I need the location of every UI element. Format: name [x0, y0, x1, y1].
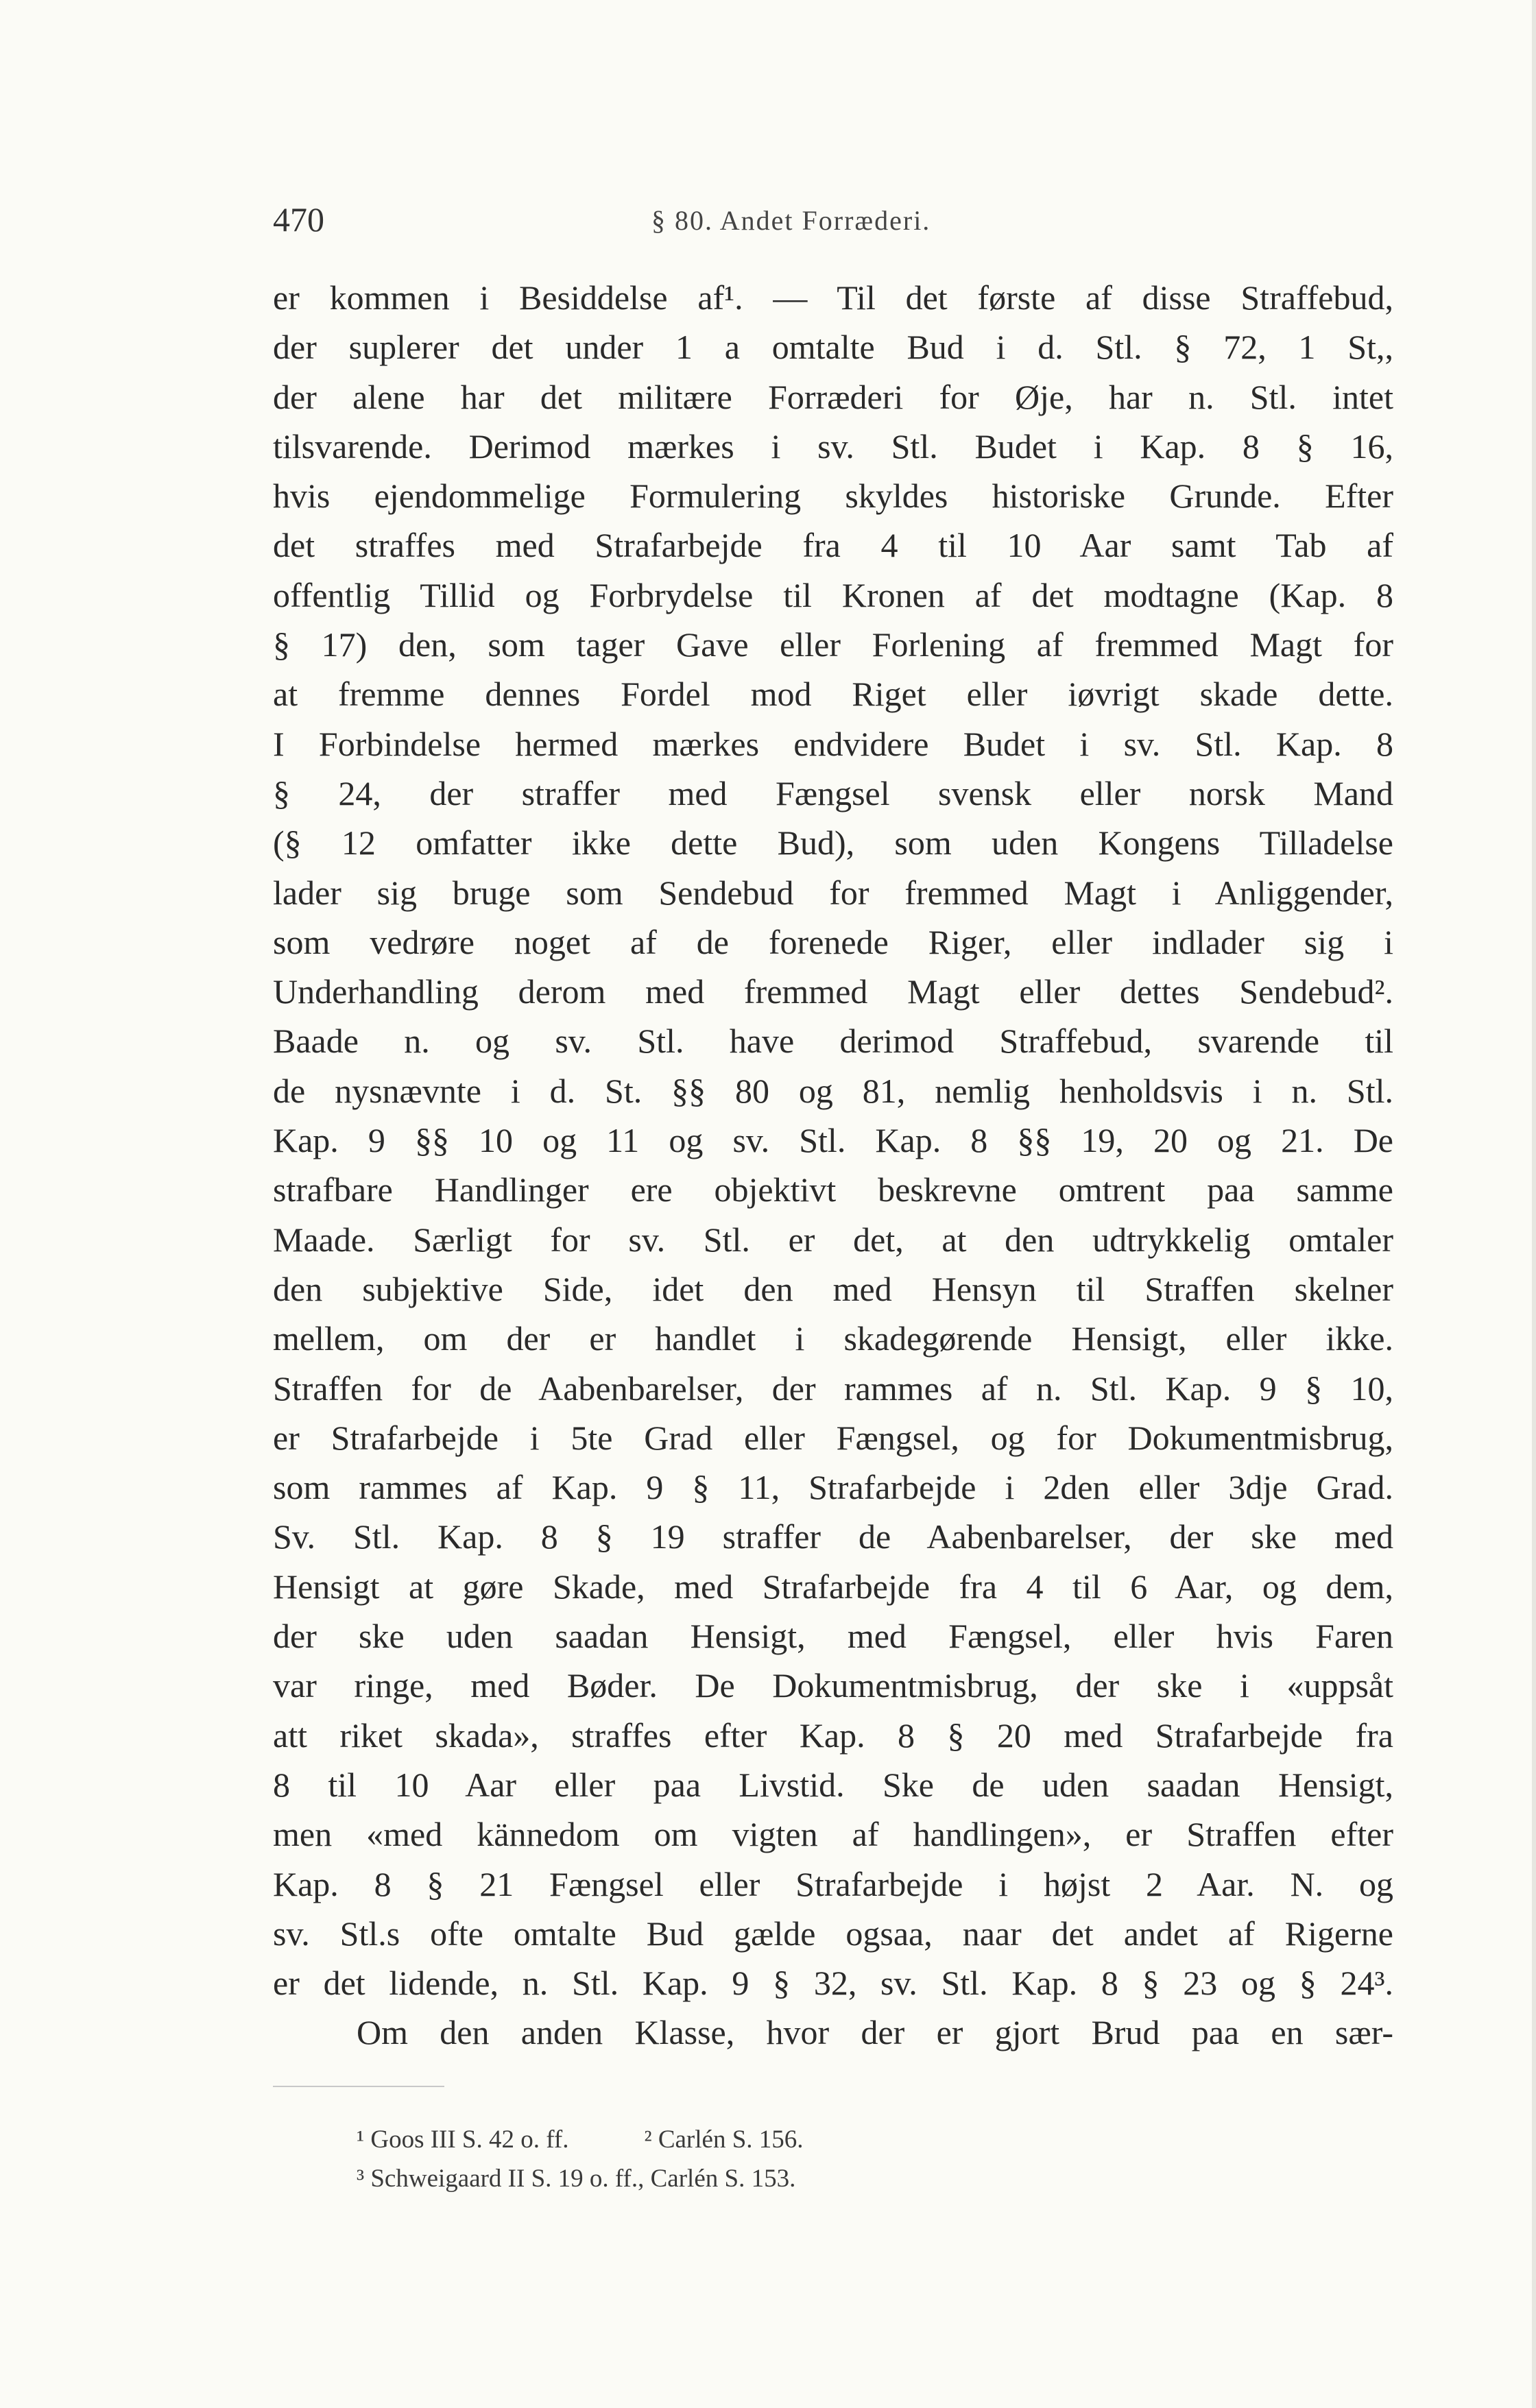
- text-line: er det lidende, n. Stl. Kap. 9 § 32, sv. Stl. Kap. 8 § 23 og § 24³.: [273, 1964, 1393, 2003]
- text-line: er Strafarbejde i 5te Grad eller Fængsel, og for Dokumentmisbrug,: [273, 1418, 1393, 1457]
- running-title: § 80. Andet Forræderi.: [651, 205, 931, 236]
- text-line: (§ 12 omfatter ikke dette Bud), som uden Kongens Tilladelse: [273, 823, 1393, 863]
- text-line: hvis ejendommelige Formulering skyldes historiske Grunde. Efter: [273, 477, 1393, 516]
- footnote-2: ² Carlén S. 156.: [644, 2126, 804, 2154]
- text-line: der ske uden saadan Hensigt, med Fængsel, eller hvis Faren: [273, 1617, 1393, 1656]
- text-line: Sv. Stl. Kap. 8 § 19 straffer de Aabenbarelser, der ske med: [273, 1517, 1393, 1556]
- text-line: mellem, om der er handlet i skadegørende Hensigt, eller ikke.: [273, 1319, 1393, 1358]
- text-line: Underhandling derom med fremmed Magt eller dettes Sendebud².: [273, 972, 1393, 1011]
- text-line: som vedrøre noget af de forenede Riger, eller indlader sig i: [273, 922, 1393, 961]
- scan-edge: [1532, 0, 1536, 2408]
- text-line: der suplerer det under 1 a omtalte Bud i d. Stl. § 72, 1 St,,: [273, 328, 1393, 367]
- text-line: Straffen for de Aabenbarelser, der rammes af n. Stl. Kap. 9 § 10,: [273, 1369, 1393, 1408]
- text-line: sv. Stl.s ofte omtalte Bud gælde ogsaa, naar det andet af Rigerne: [273, 1914, 1393, 1953]
- text-line: det straffes med Strafarbejde fra 4 til 10 Aar samt Tab af: [273, 526, 1393, 565]
- text-line: Om den anden Klasse, hvor der er gjort Brud paa en sær-: [357, 2013, 1393, 2052]
- text-line: lader sig bruge som Sendebud for fremmed Magt i Anliggender,: [273, 873, 1393, 912]
- text-line: var ringe, med Bøder. De Dokumentmisbrug, der ske i «uppsåt: [273, 1666, 1393, 1705]
- text-line: Kap. 8 § 21 Fængsel eller Strafarbejde i højst 2 Aar. N. og: [273, 1864, 1393, 1903]
- page-number: 470: [273, 200, 324, 239]
- text-line: tilsvarende. Derimod mærkes i sv. Stl. Budet i Kap. 8 § 16,: [273, 426, 1393, 466]
- text-line: den subjektive Side, idet den med Hensyn til Straffen skelner: [273, 1269, 1393, 1308]
- footnote-3: ³ Schweigaard II S. 19 o. ff., Carlén S. 153.: [357, 2165, 796, 2193]
- text-line: att riket skada», straffes efter Kap. 8 § 20 med Strafarbejde fra: [273, 1715, 1393, 1755]
- text-line: Maade. Særligt for sv. Stl. er det, at den udtrykkelig omtaler: [273, 1220, 1393, 1259]
- text-line: strafbare Handlinger ere objektivt beskrevne omtrent paa samme: [273, 1170, 1393, 1209]
- footnote-divider: [273, 2086, 444, 2087]
- footnote-1: ¹ Goos III S. 42 o. ff.: [357, 2126, 569, 2154]
- footnotes: [357, 2120, 804, 2198]
- text-line: at fremme dennes Fordel mod Riget eller iøvrigt skade dette.: [273, 675, 1393, 714]
- footnote-line-1: [357, 2120, 804, 2159]
- text-line: de nysnævnte i d. St. §§ 80 og 81, nemlig henholdsvis i n. Stl.: [273, 1071, 1393, 1110]
- text-line: Hensigt at gøre Skade, med Strafarbejde fra 4 til 6 Aar, og dem,: [273, 1567, 1393, 1606]
- text-line: der alene har det militære Forræderi for Øje, har n. Stl. intet: [273, 377, 1393, 416]
- text-line: § 24, der straffer med Fængsel svensk eller norsk Mand: [273, 773, 1393, 812]
- footnote-line-2: [357, 2159, 804, 2198]
- text-line: er kommen i Besiddelse af¹. — Til det første af disse Straffebud,: [273, 278, 1393, 317]
- text-line: I Forbindelse hermed mærkes endvidere Budet i sv. Stl. Kap. 8: [273, 724, 1393, 763]
- text-line: § 17) den, som tager Gave eller Forlening af fremmed Magt for: [273, 625, 1393, 664]
- text-line: 8 til 10 Aar eller paa Livstid. Ske de uden saadan Hensigt,: [273, 1765, 1393, 1804]
- text-line: Kap. 9 §§ 10 og 11 og sv. Stl. Kap. 8 §§ 19, 20 og 21. De: [273, 1121, 1393, 1160]
- body-text: [273, 273, 1393, 2058]
- text-line: Baade n. og sv. Stl. have derimod Straffebud, svarende til: [273, 1022, 1393, 1061]
- text-line: men «med kännedom om vigten af handlingen», er Straffen efter: [273, 1815, 1393, 1854]
- text-line: som rammes af Kap. 9 § 11, Strafarbejde i 2den eller 3dje Grad.: [273, 1468, 1393, 1507]
- text-line: offentlig Tillid og Forbrydelse til Kronen af det modtagne (Kap. 8: [273, 575, 1393, 614]
